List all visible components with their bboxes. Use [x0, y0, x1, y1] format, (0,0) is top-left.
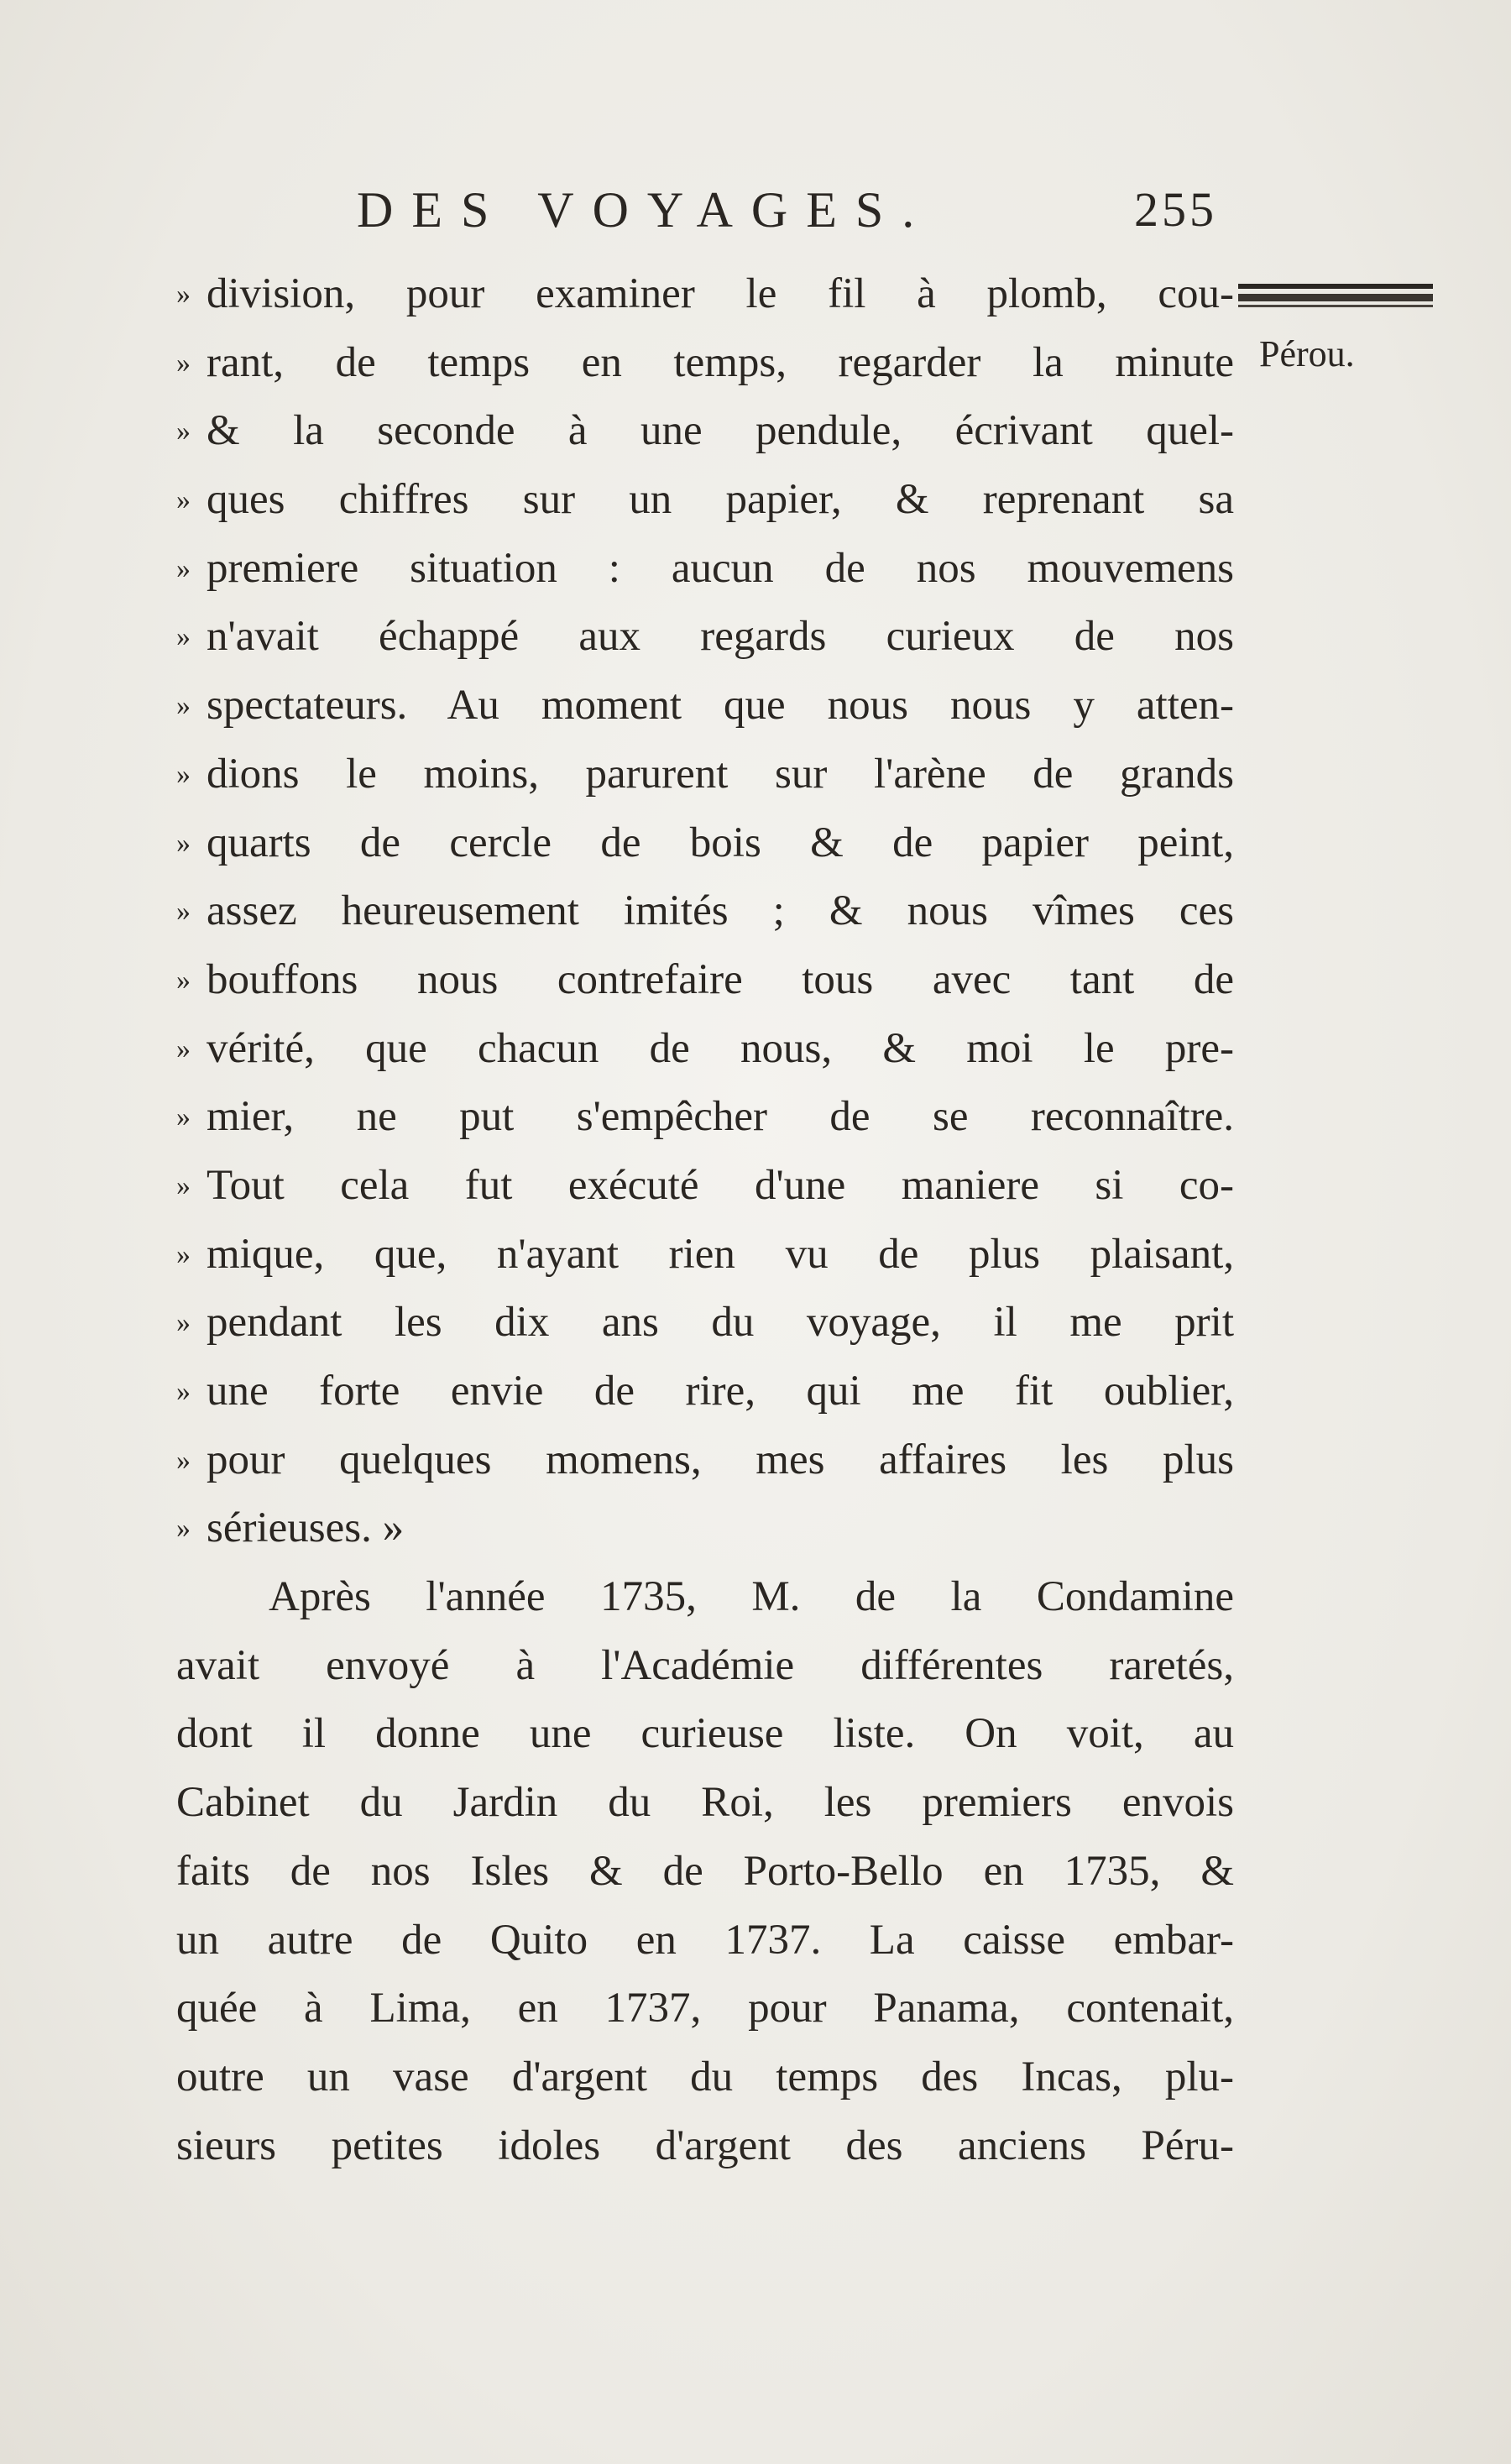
quote-mark: » — [176, 484, 189, 516]
paragraph-line: faits de nos Isles & de Porto-Bello en 1735, & — [176, 1847, 1234, 1895]
quote-mark: » — [176, 896, 189, 928]
quote-mark: » — [176, 758, 189, 790]
text-line: » n'avait échappé aux regards curieux de nos — [176, 603, 1234, 672]
paragraph-line: Cabinet du Jardin du Roi, les premiers envois — [176, 1779, 1234, 1827]
text-line: » pendant les dix ans du voyage, il me prit — [176, 1289, 1234, 1358]
text-line: » division, pour examiner le fil à plomb, cou- — [176, 260, 1234, 329]
text-line: » mier, ne put s'empêcher de se reconnaître. — [176, 1083, 1234, 1152]
text-line: » rant, de temps en temps, regarder la minute — [176, 329, 1234, 398]
text-line: » Tout cela fut exécuté d'une maniere si co- — [176, 1152, 1234, 1221]
text-line: » premiere situation : aucun de nos mouvemens — [176, 535, 1234, 604]
paragraph-line: dont il donne une curieuse liste. On voit, au — [176, 1710, 1234, 1758]
text-line: » spectateurs. Au moment que nous nous y atten- — [176, 672, 1234, 740]
page-header — [344, 172, 1217, 248]
text-line: » ques chiffres sur un papier, & reprenant sa — [176, 466, 1234, 535]
paragraph-line: Après l'année 1735, M. de la Condamine — [269, 1573, 1234, 1621]
quote-mark: » — [176, 1513, 189, 1545]
body-text — [176, 260, 1234, 2180]
text-line: » sérieuses. » — [176, 1494, 1234, 1563]
quote-mark: » — [176, 827, 189, 859]
text-line: » mique, que, n'ayant rien vu de plus plaisant, — [176, 1221, 1234, 1290]
quote-mark: » — [176, 1169, 189, 1201]
margin-rule-ornament — [1238, 284, 1433, 309]
paragraph-line: un autre de Quito en 1737. La caisse embar- — [176, 1916, 1234, 1964]
paragraph-line: outre un vase d'argent du temps des Incas, plu- — [176, 2053, 1234, 2100]
quote-mark: » — [176, 1238, 189, 1270]
text-line: » & la seconde à une pendule, écrivant quel- — [176, 397, 1234, 466]
quote-mark: » — [176, 1307, 189, 1339]
text-line: » pour quelques momens, mes affaires les plus — [176, 1426, 1234, 1495]
text-line: » bouffons nous contrefaire tous avec tant de — [176, 946, 1234, 1015]
text-line: » une forte envie de rire, qui me fit oublier, — [176, 1358, 1234, 1426]
quote-mark: » — [176, 1376, 189, 1407]
paragraph-line: avait envoyé à l'Académie différentes raretés, — [176, 1641, 1234, 1689]
quote-mark: » — [176, 347, 189, 379]
quote-mark: » — [176, 1033, 189, 1065]
running-title: DES VOYAGES. — [357, 182, 933, 238]
text-line: » assez heureusement imités ; & nous vîmes ces — [176, 877, 1234, 946]
page-number: 255 — [1134, 182, 1217, 237]
margin-note: Pérou. — [1259, 333, 1355, 374]
text-line: » dions le moins, parurent sur l'arène de grands — [176, 740, 1234, 809]
quote-mark: » — [176, 1101, 189, 1133]
quote-mark: » — [176, 1444, 189, 1476]
quote-mark: » — [176, 416, 189, 447]
quote-mark: » — [176, 621, 189, 653]
quote-mark: » — [176, 552, 189, 584]
paragraph-line: sieurs petites idoles d'argent des anciens Péru- — [176, 2121, 1234, 2169]
quote-mark: » — [176, 964, 189, 996]
text-line: » quarts de cercle de bois & de papier peint, — [176, 809, 1234, 878]
quote-mark: » — [176, 690, 189, 722]
paragraph-line: quée à Lima, en 1737, pour Panama, contenait, — [176, 1985, 1234, 2032]
quote-mark: » — [176, 279, 189, 310]
text-line: » vérité, que chacun de nous, & moi le pre- — [176, 1015, 1234, 1084]
